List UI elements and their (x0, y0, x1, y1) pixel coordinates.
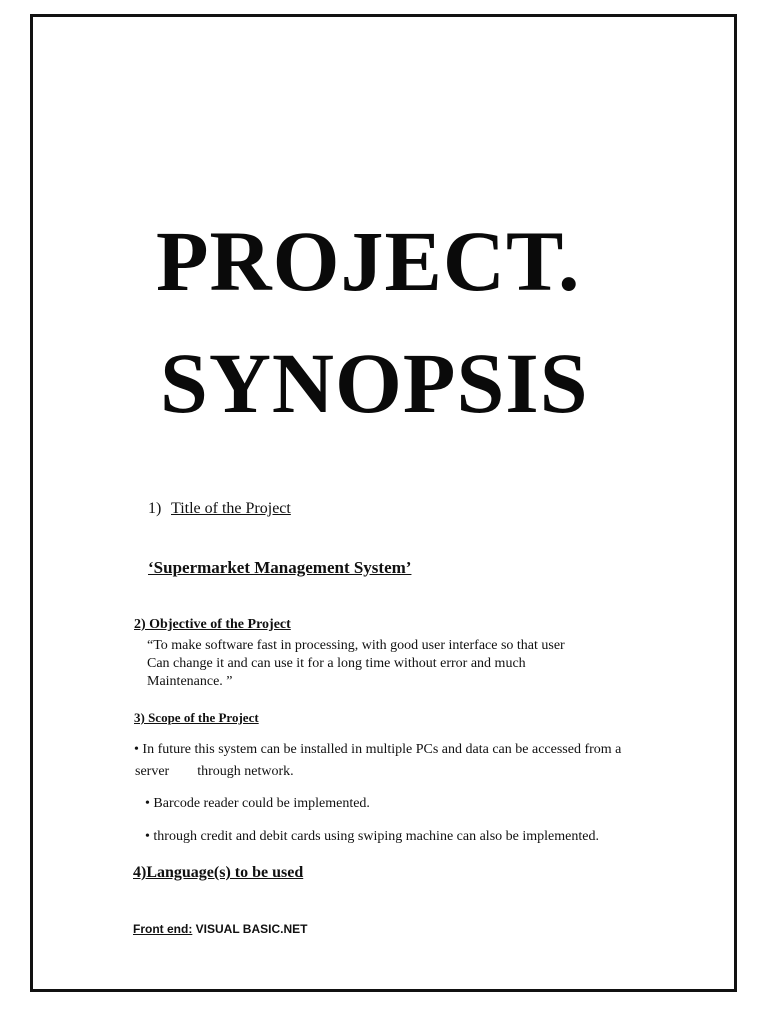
objective-line: “To make software fast in processing, with good user interface so that user (147, 638, 565, 653)
project-name: ‘Supermarket Management System’ (148, 558, 412, 577)
document-title-line-1: PROJECT. (156, 213, 581, 309)
scope-bullet-3: • through credit and debit cards using swiping machine can also be implemented. (145, 829, 599, 844)
objective-line: Maintenance. ” (147, 674, 233, 689)
scope-bullet-1-line-1: • In future this system can be installed in multiple PCs and data can be accessed from a (134, 742, 622, 757)
frontend-value: VISUAL BASIC.NET (195, 922, 308, 936)
section-3-heading: 3) Scope of the Project (134, 710, 259, 725)
frontend-line (133, 922, 307, 936)
scope-bullet-1-server: server (135, 764, 170, 779)
objective-line: Can change it and can use it for a long time without error and much (147, 656, 526, 671)
document-title-line-2: SYNOPSIS (160, 335, 589, 431)
scope-bullet-2: • Barcode reader could be implemented. (145, 796, 370, 811)
scope-bullet-1-network: through network. (197, 764, 294, 779)
section-4-heading: 4)Language(s) to be used (133, 864, 304, 881)
section-1-heading: Title of the Project (171, 500, 291, 517)
scope-bullet-1-line-2 (135, 764, 294, 780)
page-border (30, 14, 737, 992)
frontend-label: Front end: (133, 922, 193, 936)
section-1-number: 1) (148, 500, 162, 517)
section-2-heading: 2) Objective of the Project (134, 617, 291, 632)
